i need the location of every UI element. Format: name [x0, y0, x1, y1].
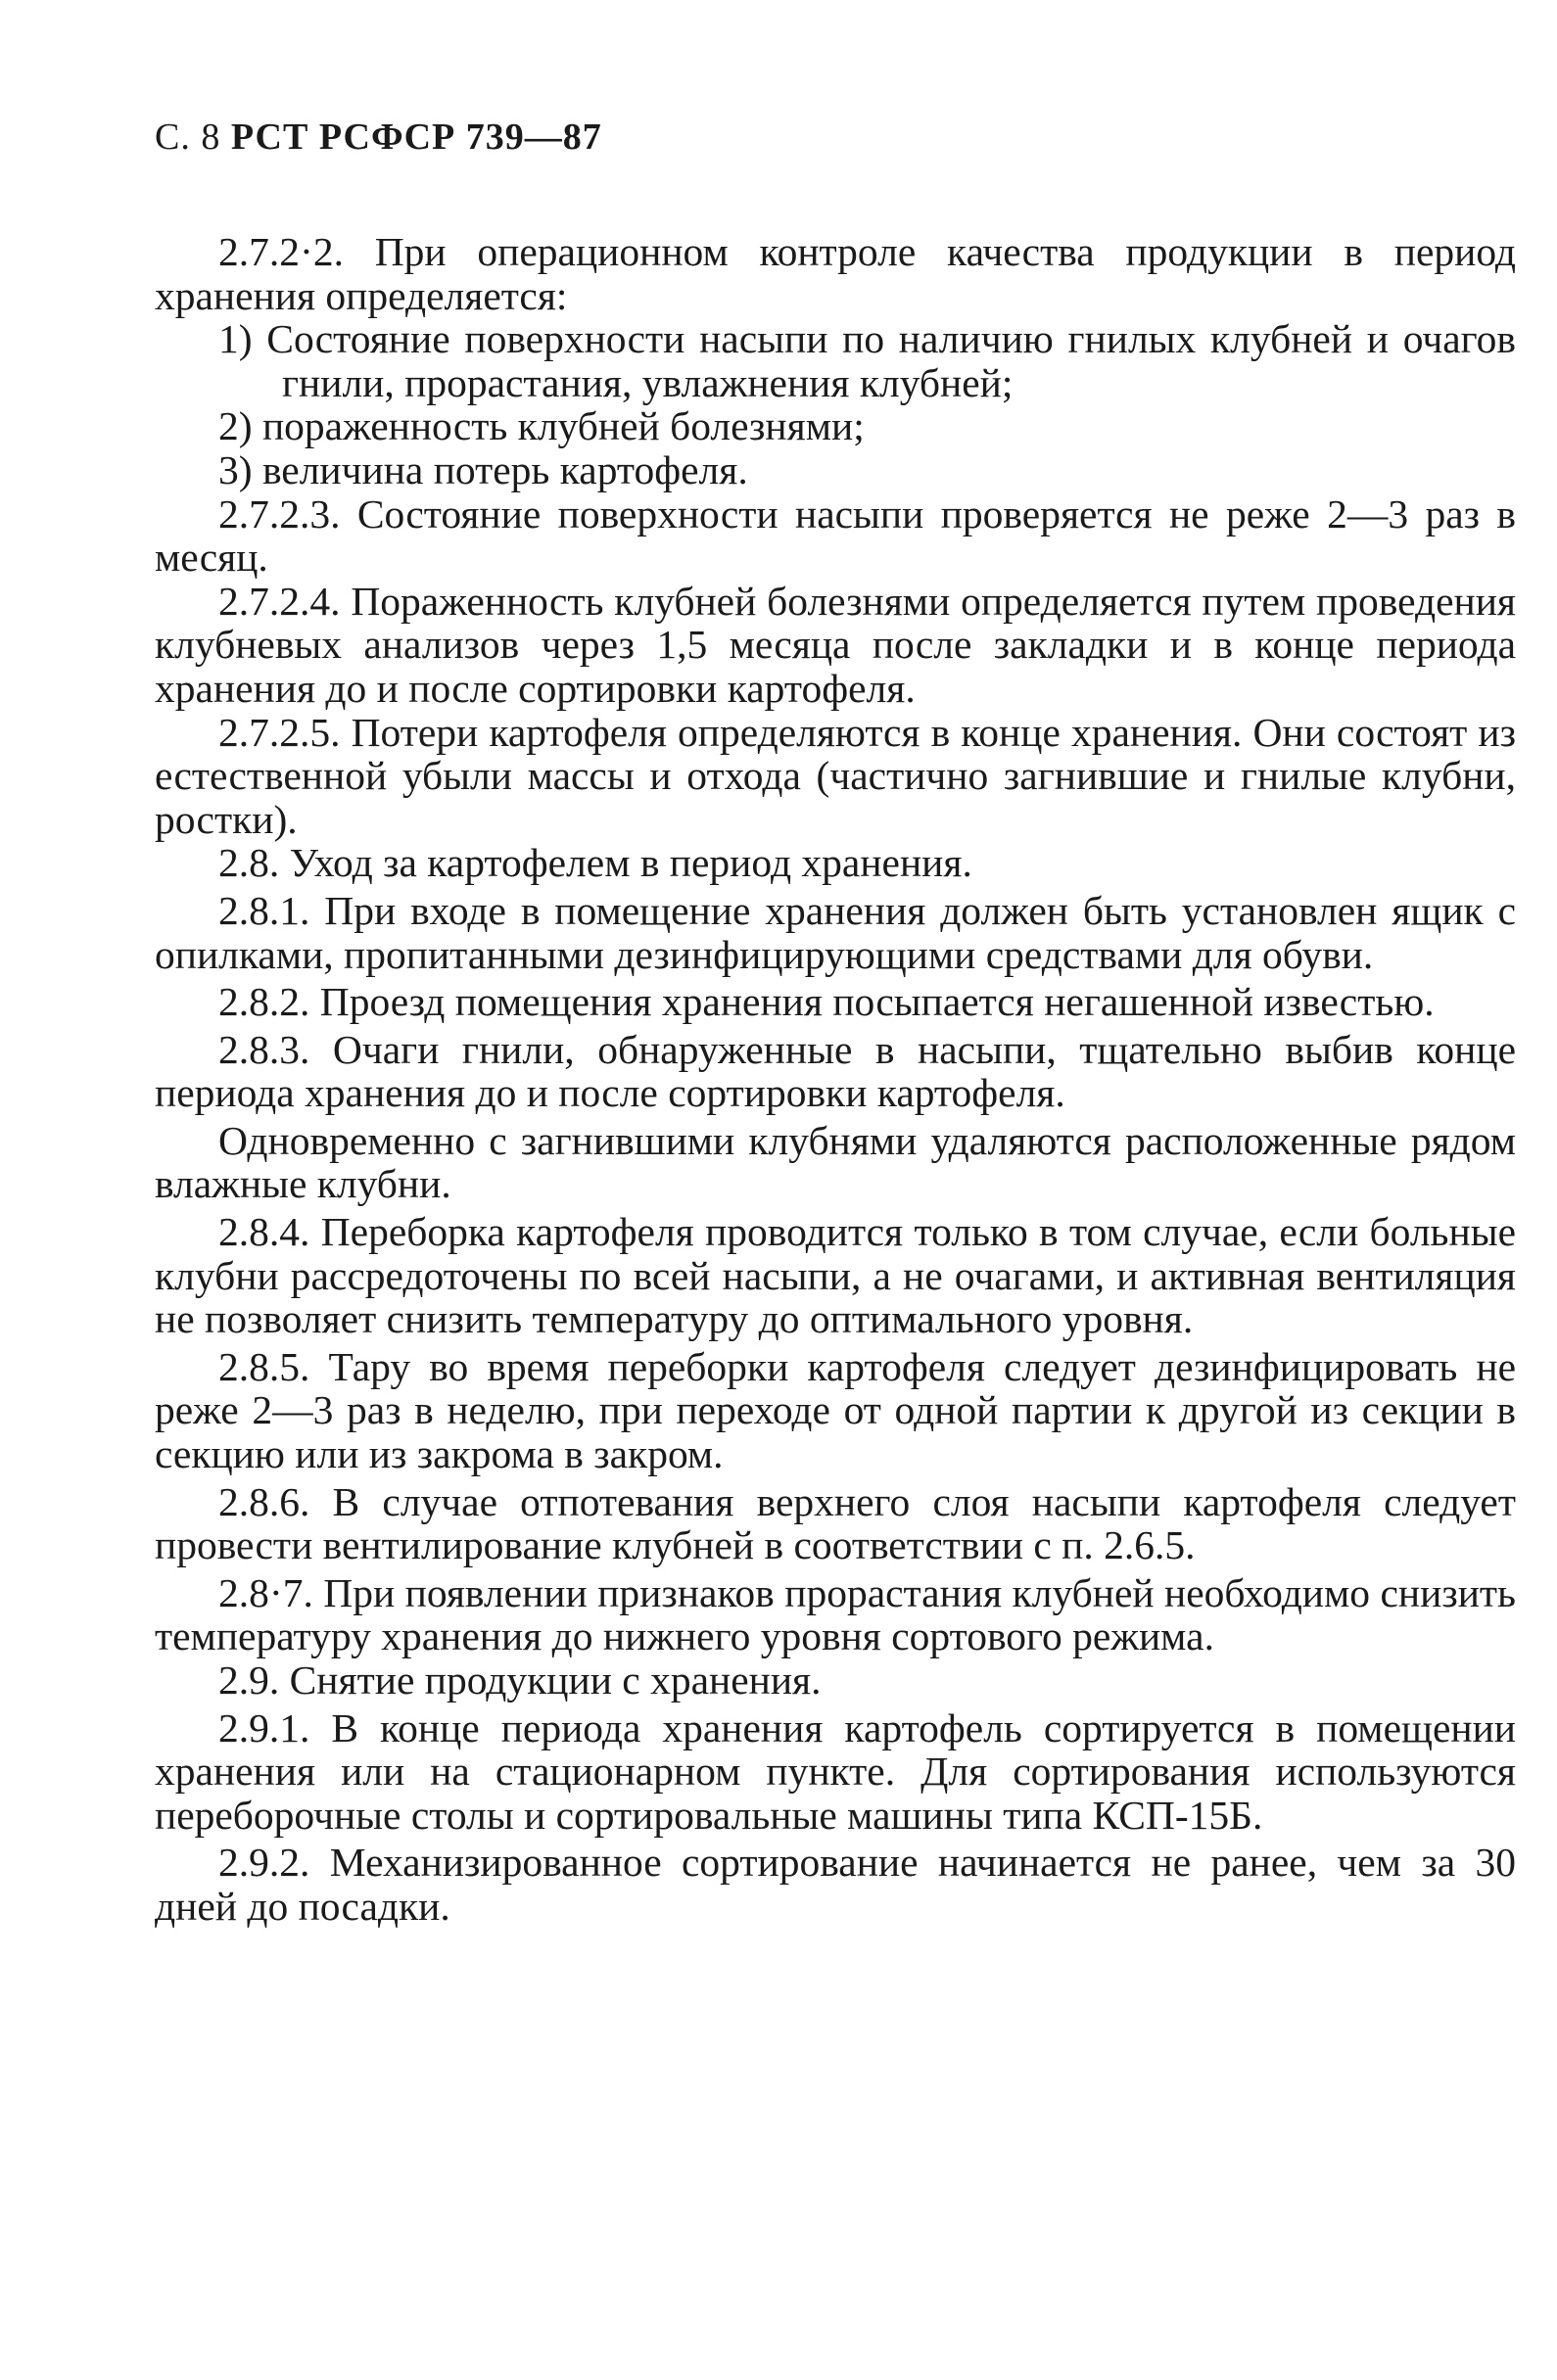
paragraph-2-8-3-cont: Одновременно с загнившими клубнями удаляются расположенные рядом влажные клубни.: [155, 1117, 1516, 1207]
section-heading-2-9: 2.9. Снятие продукции с хранения.: [218, 1657, 822, 1703]
paragraph-2-8-5: 2.8.5. Тару во время переборки картофеля следует дезинфицировать не реже 2—3 раз в неделю, при переходе от одной партии к другой из секции в секцию или из закрома в закром.: [155, 1343, 1516, 1477]
section-heading-2-8: 2.8. Уход за картофелем в период хранения.: [218, 840, 972, 886]
list-item-1: 1) Состояние поверхности насыпи по наличию гнилых клубней и очагов гнили, прорастания, увлажнения клубней;: [218, 316, 1516, 405]
paragraph-2-7-2-4: 2.7.2.4. Пораженность клубней болезнями определяется путем проведения клубневых анализов через 1,5 месяца после закладки и в конце периода хранения до и после сортировки картофеля.: [155, 578, 1516, 711]
list-item-2: 2) пораженность клубней болезнями;: [218, 403, 865, 449]
page-header: [155, 116, 602, 159]
paragraph-2-8-6: 2.8.6. В случае отпотевания верхнего слоя насыпи картофеля следует провести вентилирование клубней в соответствии с п. 2.6.5.: [155, 1478, 1516, 1568]
page-number: С. 8: [155, 117, 221, 158]
paragraph-2-9-1: 2.9.1. В конце периода хранения картофель сортируется в помещении хранения или на стационарном пункте. Для сортирования используются переборочные столы и сортировальные машины типа КСП-15Б.: [155, 1704, 1516, 1838]
paragraph-2-7-2-5: 2.7.2.5. Потери картофеля определяются в конце хранения. Они состоят из естественной убыли массы и отхода (частично загнившие и гнилые клубни, ростки).: [155, 709, 1516, 842]
paragraph-2-7-2-3: 2.7.2.3. Состояние поверхности насыпи проверяется не реже 2—3 раз в месяц.: [155, 490, 1516, 581]
paragraph-2-8-7: 2.8·7. При появлении признаков прорастания клубней необходимо снизить температуру хранения до нижнего уровня сортового режима.: [155, 1569, 1516, 1659]
paragraph-2-8-4: 2.8.4. Переборка картофеля проводится только в том случае, если больные клубни рассредоточены по всей насыпи, а не очагами, и активная вентиляция не позволяет снизить температуру до оптимального уровня.: [155, 1209, 1516, 1342]
standard-code: РСТ РСФСР 739—87: [230, 117, 602, 158]
paragraph-2-8-1: 2.8.1. При входе в помещение хранения должен быть установлен ящик с опилками, пропитанными дезинфицирующими средствами для обуви.: [155, 887, 1516, 977]
paragraph-2-8-2: 2.8.2. Проезд помещения хранения посыпается негашенной известью.: [218, 979, 1435, 1025]
paragraph-2-7-2-2: 2.7.2·2. При операционном контроле качества продукции в период хранения определяется:: [155, 229, 1516, 318]
paragraph-2-9-2: 2.9.2. Механизированное сортирование начинается не ранее, чем за 30 дней до посадки.: [155, 1840, 1516, 1929]
list-item-3: 3) величина потерь картофеля.: [218, 446, 748, 492]
body-text: [155, 230, 1516, 1929]
paragraph-2-8-3: 2.8.3. Очаги гнили, обнаруженные в насыпи, тщательно выбив конце периода хранения до и после сортировки картофеля.: [155, 1026, 1516, 1116]
